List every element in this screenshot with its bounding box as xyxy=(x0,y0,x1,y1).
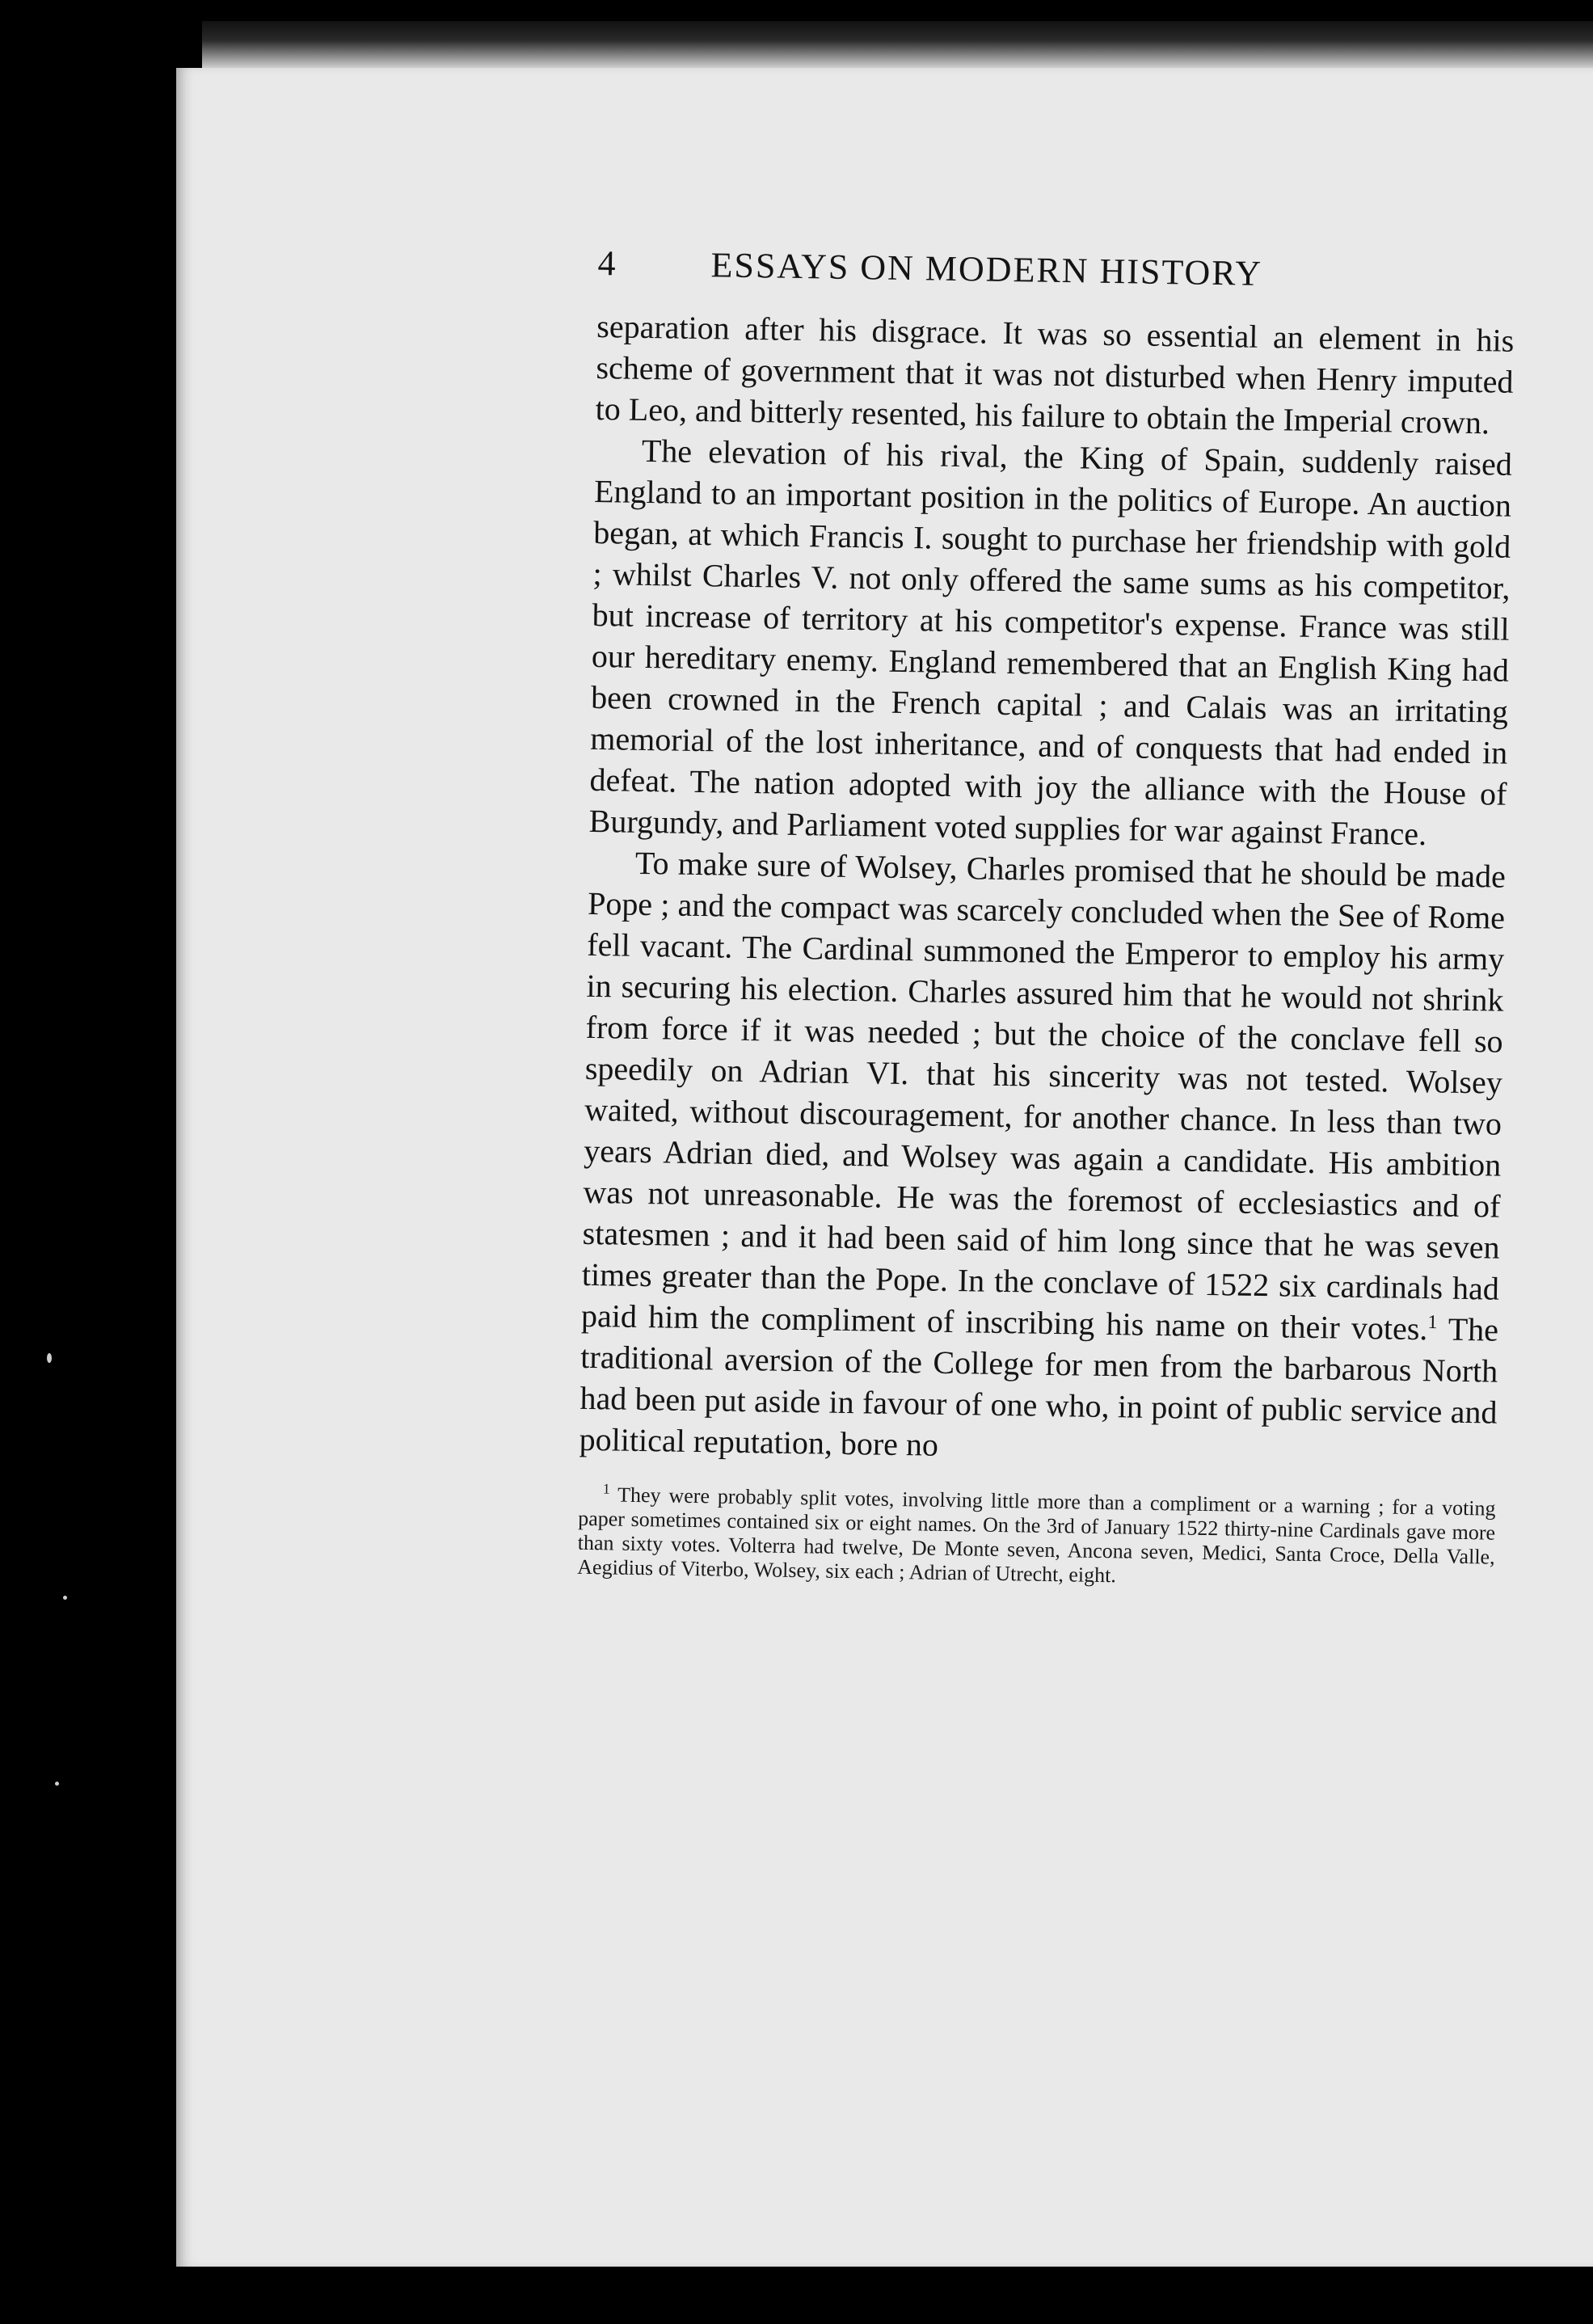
paragraph-3-continued: The traditional aversion of the College for men from the barbarous North had been put aside in favour of one who, in point of public service and political reputation, bore no xyxy=(579,1310,1499,1463)
running-head-title: ESSAYS ON MODERN HISTORY xyxy=(710,245,1263,293)
footnote-text: They were probably split votes, involving little more than a compliment or a warning ; for a voting paper sometimes contained six or eight names. On the 3rd of January 1522 thirty-nine Cardinals gave more than sixty votes. Volterra had twelve, De Monte seven, Ancona seven, Medici, Santa Croce, Della Valle, Aegidius of Viterbo, Wolsey, six each ; Adrian of Utrecht, eight. xyxy=(577,1483,1496,1588)
footnote xyxy=(577,1480,1496,1594)
page-content xyxy=(577,243,1515,1594)
dust-speck xyxy=(55,1782,59,1786)
dust-speck xyxy=(47,1353,52,1363)
paragraph-3-text: To make sure of Wolsey, Charles promised that he should be made Pope ; and the compact was scarcely concluded when the See of Rome fell vacant. The Cardinal summoned the Emperor to employ his army in securing his election. Charles assured him that he would not shrink from force if it was needed ; but the choice of the conclave fell so speedily on Adrian VI. that his sincerity was not tested. Wolsey waited, without discouragement, for another chance. In less than two years Adrian died, and Wolsey was again a candidate. His ambition was not unreasonable. He was the foremost of ecclesiastics and of statesmen ; and it had been said of him long since that he was seven times greater than the Pope. In the conclave of 1522 six cardinals had paid him the compliment of inscribing his name on their votes. xyxy=(580,844,1507,1348)
scan-top-edge xyxy=(202,21,1593,70)
body-text xyxy=(579,306,1514,1474)
page-number: 4 xyxy=(597,243,617,284)
footnote-mark: 1 xyxy=(602,1480,610,1497)
paragraph-1: separation after his disgrace. It was so essential an element in his scheme of government that it was not disturbed when Henry imputed to Leo, and bitterly resented, his failure to obtain the Imperial crown. xyxy=(595,307,1515,441)
paragraph-3 xyxy=(579,841,1506,1474)
dust-speck xyxy=(63,1596,67,1600)
footnote-reference: 1 xyxy=(1427,1311,1438,1334)
paragraph-2: The elevation of his rival, the King of Spain, suddenly raised England to an important position in the politics of Europe. An auction began, at which Francis I. sought to purchase her friendship with gold ; whilst Charles V. not only offered the same sums as his competitor, but increase of territory at his competitor's expense. France was still our hereditary enemy. England remembered that an English King had been crowned in the French capital ; and Calais was an irritating memorial of the lost inheritance, and of conquests that had ended in defeat. The nation adopted with joy the alliance with the House of Burgundy, and Parliament voted supplies for war against France. xyxy=(588,432,1513,853)
